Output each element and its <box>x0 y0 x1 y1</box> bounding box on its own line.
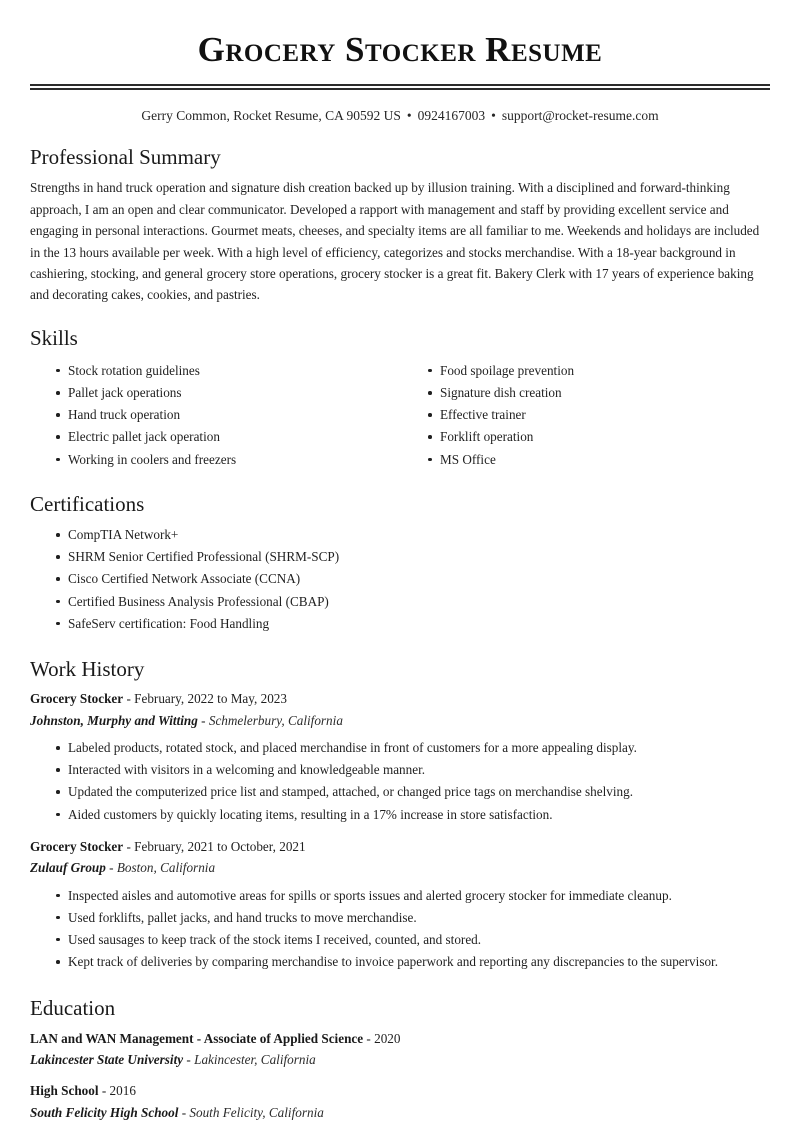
job-dates: February, 2021 to October, 2021 <box>134 838 306 854</box>
work-entry <box>30 689 770 826</box>
list-item: Electric pallet jack operation <box>56 426 400 448</box>
page-title: Grocery Stocker Resume <box>197 30 603 69</box>
list-item: Food spoilage prevention <box>428 360 770 382</box>
education-degree-line <box>30 1081 770 1101</box>
contact-separator-2: • <box>491 108 496 124</box>
education-school: Lakincester State University <box>30 1052 184 1067</box>
job-dash: - <box>123 691 135 707</box>
job-title: Grocery Stocker <box>30 838 124 854</box>
skills-list-left <box>30 360 400 471</box>
skills-column-right <box>400 358 770 471</box>
list-item: Aided customers by quickly locating items, resulting in a 17% increase in store satisfaction. <box>56 804 770 826</box>
list-item: MS Office <box>428 449 770 471</box>
list-item: Used forklifts, pallet jacks, and hand trucks to move merchandise. <box>56 907 770 929</box>
skills-list-right <box>400 360 770 471</box>
section-skills <box>30 325 770 471</box>
divider-line-bottom <box>30 88 770 90</box>
section-certifications <box>30 491 770 635</box>
work-entry-title-line <box>30 837 770 857</box>
education-school-line <box>30 1050 770 1070</box>
list-item: Cisco Certified Network Associate (CCNA) <box>56 568 770 590</box>
list-item: Signature dish creation <box>428 382 770 404</box>
job-location: Boston, California <box>116 860 216 876</box>
job-dash: - <box>197 712 209 728</box>
job-dash: - <box>105 860 117 876</box>
work-entry-title-line <box>30 689 770 709</box>
work-entry-bullets <box>30 737 770 826</box>
list-item: CompTIA Network+ <box>56 524 770 546</box>
section-work-history <box>30 656 770 973</box>
education-school: South Felicity High School <box>30 1104 179 1120</box>
education-dash: - <box>178 1104 190 1120</box>
list-item: SHRM Senior Certified Professional (SHRM-SCP) <box>56 546 770 568</box>
section-heading-skills: Skills <box>30 325 78 350</box>
section-education <box>30 995 770 1123</box>
job-title: Grocery Stocker <box>30 691 124 707</box>
header-divider <box>30 84 770 90</box>
education-location: Lakincester, California <box>194 1052 316 1067</box>
list-item: Working in coolers and freezers <box>56 449 400 471</box>
education-school-line <box>30 1103 770 1123</box>
list-item: Labeled products, rotated stock, and placed merchandise in front of customers for a more appealing display. <box>56 737 770 759</box>
contact-line <box>30 107 770 126</box>
job-dash: - <box>123 838 135 854</box>
contact-phone[interactable]: 0924167003 <box>417 108 486 124</box>
list-item: Effective trainer <box>428 404 770 426</box>
list-item: Pallet jack operations <box>56 382 400 404</box>
education-degree: High School <box>30 1083 99 1099</box>
education-dash: - <box>98 1083 110 1099</box>
list-item: Stock rotation guidelines <box>56 360 400 382</box>
section-heading-work-history: Work History <box>30 656 145 681</box>
list-item: Interacted with visitors in a welcoming and knowledgeable manner. <box>56 759 770 781</box>
education-year: 2020 <box>374 1030 401 1046</box>
job-company: Johnston, Murphy and Witting <box>30 712 198 728</box>
list-item: Updated the computerized price list and stamped, attached, or changed price tags on merchandise shelving. <box>56 781 770 803</box>
list-item: Used sausages to keep track of the stock items I received, counted, and stored. <box>56 929 770 951</box>
job-company: Zulauf Group <box>30 860 106 876</box>
list-item: Inspected aisles and automotive areas for spills or sports issues and alerted grocery stocker for immediate cleanup. <box>56 885 770 907</box>
contact-separator-1: • <box>406 108 412 124</box>
list-item: SafeServ certification: Food Handling <box>56 613 770 635</box>
skills-column-left <box>30 358 400 471</box>
education-entry <box>30 1081 770 1123</box>
section-heading-certifications: Certifications <box>30 491 145 516</box>
job-location: Schmelerbury, California <box>208 712 343 728</box>
contact-name-address: Gerry Common, Rocket Resume, CA 90592 US <box>141 108 401 124</box>
section-professional-summary <box>30 144 770 306</box>
section-heading-summary: Professional Summary <box>30 145 221 170</box>
education-year: 2016 <box>109 1083 136 1099</box>
education-degree: LAN and WAN Management - Associate of Applied Science <box>30 1030 364 1046</box>
work-entry-company-line <box>30 858 770 878</box>
education-degree-line <box>30 1029 770 1049</box>
education-location: South Felicity, California <box>189 1104 324 1120</box>
education-dash: - <box>363 1030 375 1046</box>
work-entry-company-line <box>30 711 770 731</box>
list-item: Certified Business Analysis Professional (CBAP) <box>56 591 770 613</box>
list-item: Kept track of deliveries by comparing merchandise to invoice paperwork and reporting any discrepancies to the supervisor. <box>56 951 770 973</box>
work-entry <box>30 837 770 974</box>
list-item: Forklift operation <box>428 426 770 448</box>
list-item: Hand truck operation <box>56 404 400 426</box>
job-dates: February, 2022 to May, 2023 <box>134 691 287 707</box>
education-dash: - <box>183 1052 195 1067</box>
certifications-list <box>30 524 770 635</box>
skills-columns <box>30 358 770 471</box>
work-entry-bullets <box>30 885 770 974</box>
section-heading-education: Education <box>30 996 116 1021</box>
summary-paragraph: Strengths in hand truck operation and signature dish creation backed up by illusion training. With a disciplined and forward-thinking approach, I am an open and clear communicator. Developed a rapport with management and staff by providing excellent service and engaging in personal interactions. Gourmet meats, cheeses, and specialty items are all familiar to me. Weekends and holidays are included in the 13 hours available per week. With a high level of efficiency, categorizes and stocks merchandise. With a 18-year background in cashiering, stocking, and general grocery store operations, grocery stocker is a great fit. Bakery Clerk with 17 years of experience baking and decorating cakes, cookies, and pastries. <box>30 180 760 303</box>
contact-email[interactable]: support@rocket-resume.com <box>501 108 659 124</box>
